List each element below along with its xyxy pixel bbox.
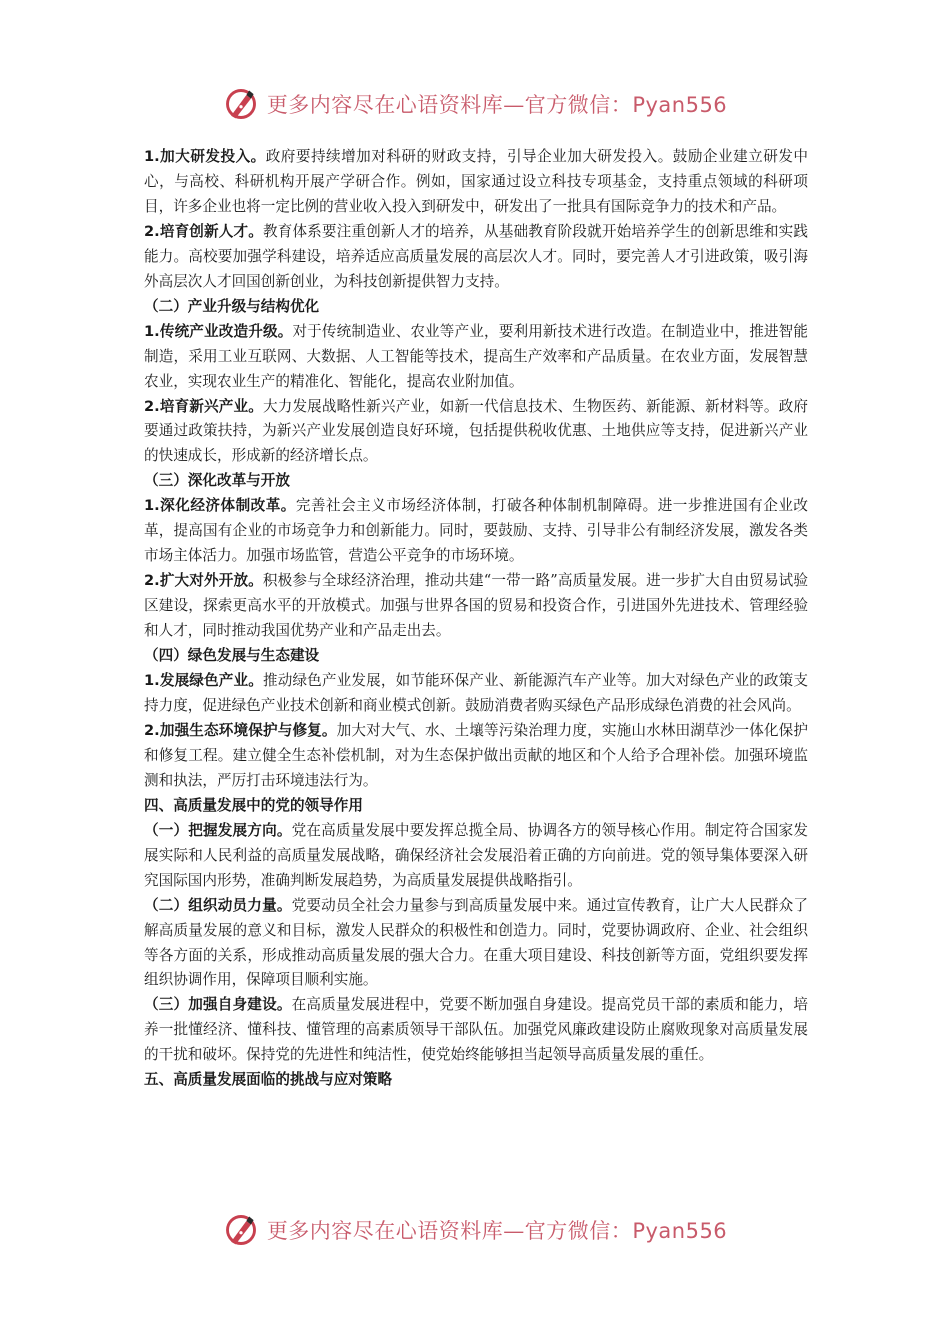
paragraph-lead: 1.传统产业改造升级。 xyxy=(144,322,293,340)
body-paragraph xyxy=(144,719,808,794)
paragraph-text: 加大对大气、水、土壤等污染治理力度，实施山水林田湖草沙一体化保护和修复工程。建立健全生态补偿机制，对为生态保护做出贡献的地区和个人给予合理补偿。加强环境监测和执法，严厉打击环境违法行为。 xyxy=(144,721,808,789)
paragraph-lead: 1.加大研发投入。 xyxy=(144,148,266,165)
paragraph-text: 党在高质量发展中要发挥总揽全局、协调各方的领导核心作用。制定符合国家发展实际和人民利益的高质量发展战略，确保经济社会发展沿着正确的方向前进。党的领导集体要深入研究国际国内形势，准确判断发展趋势，为高质量发展提供战略指引。 xyxy=(144,821,808,889)
document-body xyxy=(144,145,808,1093)
body-paragraph xyxy=(144,569,808,644)
section-heading: （二）产业升级与结构优化 xyxy=(144,297,320,315)
section-heading: 五、高质量发展面临的挑战与应对策略 xyxy=(144,1071,393,1089)
paragraph-text: 政府要持续增加对科研的财政支持，引导企业加大研发投入。鼓励企业建立研发中心，与高校、科研机构开展产学研合作。例如，国家通过设立科技专项基金，支持重点领域的科研项目，许多企业也将一定比例的营业收入投入到研发中，研发出了一批具有国际竞争力的技术和产品。 xyxy=(144,148,808,215)
watermark-text: 更多内容尽在心语资料库—官方微信：Pyan556 xyxy=(266,93,728,117)
paragraph-lead: （三）加强自身建设。 xyxy=(144,996,292,1014)
paragraph-lead: 2.培育创新人才。 xyxy=(144,222,263,240)
paragraph-lead: 2.培育新兴产业。 xyxy=(144,397,263,415)
paragraph-lead: （二）组织动员力量。 xyxy=(144,896,292,914)
body-paragraph xyxy=(144,320,808,395)
body-paragraph xyxy=(144,819,808,894)
section-heading: 四、高质量发展中的党的领导作用 xyxy=(144,796,363,814)
paragraph-lead: （一）把握发展方向。 xyxy=(144,821,292,839)
watermark-text: 更多内容尽在心语资料库—官方微信：Pyan556 xyxy=(266,1219,728,1243)
body-paragraph xyxy=(144,894,808,994)
paragraph-text: 积极参与全球经济治理，推动共建“一带一路”高质量发展。进一步扩大自由贸易试验区建设，探索更高水平的开放模式。加强与世界各国的贸易和投资合作，引进国外先进技术、管理经验和人才，同时推动我国优势产业和产品走出去。 xyxy=(144,572,808,640)
paragraph-text: 教育体系要注重创新人才的培养，从基础教育阶段就开始培养学生的创新思维和实践能力。高校要加强学科建设，培养适应高质量发展的高层次人才。同时，要完善人才引进政策，吸引海外高层次人才回国创新创业，为科技创新提供智力支持。 xyxy=(144,222,808,290)
paragraph-lead: 2.扩大对外开放。 xyxy=(144,572,263,590)
paragraph-text: 大力发展战略性新兴产业，如新一代信息技术、生物医药、新能源、新材料等。政府要通过政策扶持，为新兴产业发展创造良好环境，包括提供税收优惠、土地供应等支持，促进新兴产业的快速成长，形成新的经济增长点。 xyxy=(144,397,808,465)
pen-nib-circle-icon xyxy=(223,86,259,122)
body-paragraph xyxy=(144,669,808,719)
body-paragraph xyxy=(144,145,808,220)
body-paragraph xyxy=(144,993,808,1068)
paragraph-text: 推动绿色产业发展，如节能环保产业、新能源汽车产业等。加大对绿色产业的政策支持力度，促进绿色产业技术创新和商业模式创新。鼓励消费者购买绿色产品形成绿色消费的社会风尚。 xyxy=(144,672,808,714)
body-paragraph xyxy=(144,494,808,569)
header-watermark-banner xyxy=(0,82,950,126)
paragraph-lead: 1.发展绿色产业。 xyxy=(144,672,263,690)
section-heading: （四）绿色发展与生态建设 xyxy=(144,647,320,665)
paragraph-text: 在高质量发展进程中，党要不断加强自身建设。提高党员干部的素质和能力，培养一批懂经济、懂科技、懂管理的高素质领导干部队伍。加强党风廉政建设防止腐败现象对高质量发展的干扰和破坏。保持党的先进性和纯洁性，使党始终能够担当起领导高质量发展的重任。 xyxy=(144,996,808,1064)
paragraph-text: 党要动员全社会力量参与到高质量发展中来。通过宣传教育，让广大人民群众了解高质量发展的意义和目标，激发人民群众的积极性和创造力。同时，党要协调政府、企业、社会组织等各方面的关系，形成推动高质量发展的强大合力。在重大项目建设、科技创新等方面，党组织要发挥组织协调作用，保障项目顺利实施。 xyxy=(144,896,808,989)
paragraph-lead: 2.加强生态环境保护与修复。 xyxy=(144,721,337,739)
section-heading: （三）深化改革与开放 xyxy=(144,472,290,490)
paragraph-lead: 1.深化经济体制改革。 xyxy=(144,497,296,515)
paragraph-text: 完善社会主义市场经济体制，打破各种体制机制障碍。进一步推进国有企业改革，提高国有企业的市场竞争力和创新能力。同时，要鼓励、支持、引导非公有制经济发展，激发各类市场主体活力。加强市场监管，营造公平竞争的市场环境。 xyxy=(144,497,808,565)
pen-nib-circle-icon xyxy=(223,1212,259,1248)
paragraph-text: 对于传统制造业、农业等产业，要利用新技术进行改造。在制造业中，推进智能制造，采用工业互联网、大数据、人工智能等技术，提高生产效率和产品质量。在农业方面，发展智慧农业，实现农业生产的精准化、智能化，提高农业附加值。 xyxy=(144,322,808,390)
footer-watermark-banner xyxy=(0,1208,950,1252)
body-paragraph xyxy=(144,395,808,470)
body-paragraph xyxy=(144,220,808,295)
